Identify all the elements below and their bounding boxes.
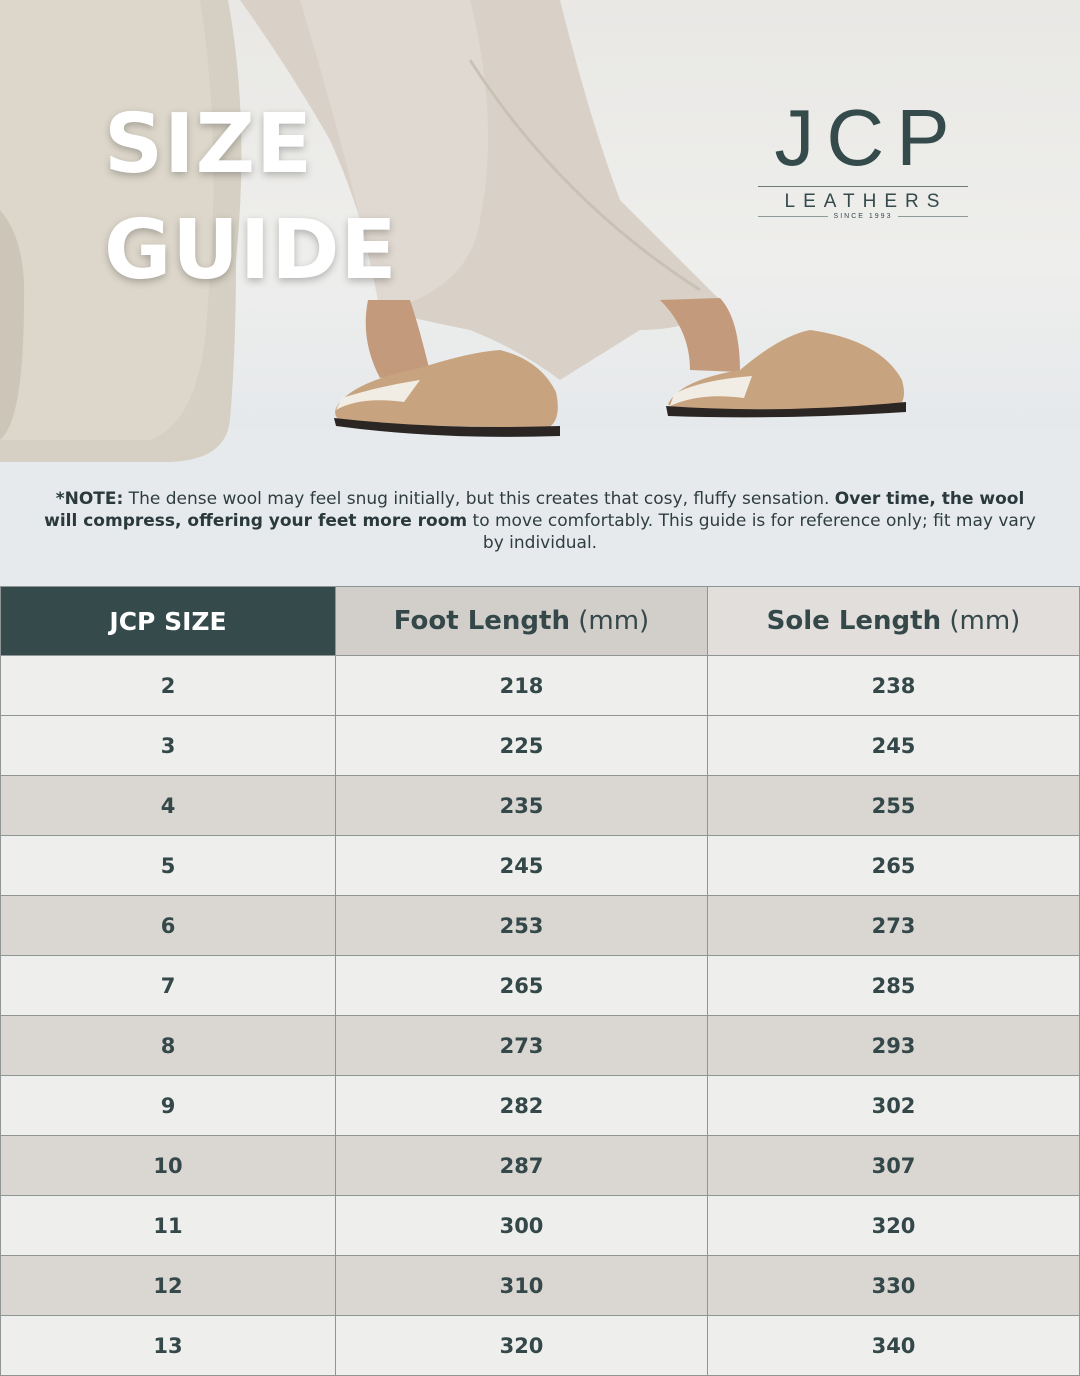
table-row bbox=[1, 836, 1080, 896]
size-cell: 11 bbox=[1, 1196, 336, 1256]
sole-length-cell: 293 bbox=[708, 1016, 1080, 1076]
sole-length-cell: 340 bbox=[708, 1316, 1080, 1376]
sole-length-cell: 245 bbox=[708, 716, 1080, 776]
divider bbox=[758, 216, 828, 217]
sole-length-cell: 273 bbox=[708, 896, 1080, 956]
foot-length-cell: 265 bbox=[336, 956, 708, 1016]
size-table bbox=[0, 586, 1080, 1376]
foot-length-cell: 300 bbox=[336, 1196, 708, 1256]
sole-length-cell: 330 bbox=[708, 1256, 1080, 1316]
logo-rule bbox=[758, 186, 968, 187]
foot-length-cell: 282 bbox=[336, 1076, 708, 1136]
hero-banner bbox=[0, 0, 1080, 586]
logo-subtitle: LEATHERS bbox=[784, 191, 948, 212]
page-title bbox=[104, 92, 397, 304]
size-cell: 7 bbox=[1, 956, 336, 1016]
foot-length-cell: 245 bbox=[336, 836, 708, 896]
foot-length-cell: 218 bbox=[336, 656, 708, 716]
size-cell: 5 bbox=[1, 836, 336, 896]
table-row bbox=[1, 1316, 1080, 1376]
logo-since-text: SINCE 1993 bbox=[833, 213, 893, 220]
divider bbox=[898, 216, 968, 217]
column-header-foot-length bbox=[336, 587, 708, 656]
size-cell: 4 bbox=[1, 776, 336, 836]
table-row bbox=[1, 1016, 1080, 1076]
column-header-label: JCP SIZE bbox=[109, 606, 227, 636]
size-cell: 10 bbox=[1, 1136, 336, 1196]
size-cell: 13 bbox=[1, 1316, 336, 1376]
table-row bbox=[1, 776, 1080, 836]
title-line-2: GUIDE bbox=[104, 203, 398, 298]
column-header-label: Foot Length bbox=[393, 606, 570, 636]
note-text-1: The dense wool may feel snug initially, but this creates that cosy, fluffy sensation. bbox=[123, 489, 835, 509]
foot-length-cell: 320 bbox=[336, 1316, 708, 1376]
sole-length-cell: 320 bbox=[708, 1196, 1080, 1256]
table-header-row bbox=[1, 587, 1080, 656]
size-cell: 2 bbox=[1, 656, 336, 716]
foot-length-cell: 273 bbox=[336, 1016, 708, 1076]
size-cell: 12 bbox=[1, 1256, 336, 1316]
table-row bbox=[1, 956, 1080, 1016]
table-row bbox=[1, 1136, 1080, 1196]
column-header-unit: (mm) bbox=[569, 606, 650, 636]
size-cell: 8 bbox=[1, 1016, 336, 1076]
brand-logo bbox=[758, 93, 968, 220]
foot-length-cell: 225 bbox=[336, 716, 708, 776]
table-row bbox=[1, 1256, 1080, 1316]
sole-length-cell: 307 bbox=[708, 1136, 1080, 1196]
foot-length-cell: 235 bbox=[336, 776, 708, 836]
column-header-size bbox=[1, 587, 336, 656]
sole-length-cell: 265 bbox=[708, 836, 1080, 896]
foot-length-cell: 310 bbox=[336, 1256, 708, 1316]
table-row bbox=[1, 716, 1080, 776]
table-row bbox=[1, 1196, 1080, 1256]
column-header-sole-length bbox=[708, 587, 1080, 656]
foot-length-cell: 253 bbox=[336, 896, 708, 956]
sole-length-cell: 302 bbox=[708, 1076, 1080, 1136]
table-row bbox=[1, 656, 1080, 716]
column-header-label: Sole Length bbox=[766, 606, 942, 636]
logo-mark: JCP bbox=[774, 93, 962, 182]
size-cell: 9 bbox=[1, 1076, 336, 1136]
size-cell: 6 bbox=[1, 896, 336, 956]
note-text-2: to move comfortably. This guide is for reference only; fit may vary by individual. bbox=[467, 511, 1036, 553]
note-emphasis: Over time, the wool will compress, offering your feet more room bbox=[44, 489, 1025, 531]
note-prefix: *NOTE: bbox=[55, 489, 124, 509]
table-row bbox=[1, 1076, 1080, 1136]
foot-length-cell: 287 bbox=[336, 1136, 708, 1196]
size-cell: 3 bbox=[1, 716, 336, 776]
fit-note bbox=[40, 488, 1040, 554]
title-line-1: SIZE bbox=[104, 97, 314, 192]
logo-since bbox=[758, 213, 968, 220]
sole-length-cell: 255 bbox=[708, 776, 1080, 836]
table-row bbox=[1, 896, 1080, 956]
sole-length-cell: 285 bbox=[708, 956, 1080, 1016]
sole-length-cell: 238 bbox=[708, 656, 1080, 716]
column-header-unit: (mm) bbox=[941, 606, 1021, 636]
